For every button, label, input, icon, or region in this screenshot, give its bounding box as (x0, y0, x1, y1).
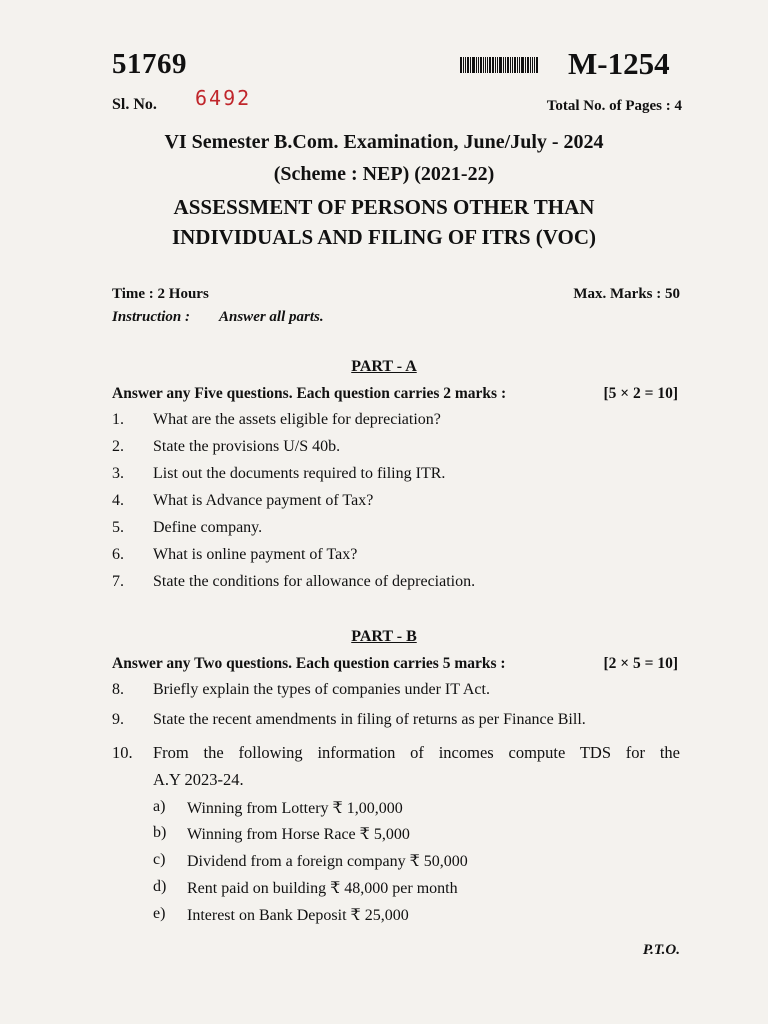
question-text: What is online payment of Tax? (153, 546, 358, 563)
barcode-bar (534, 57, 535, 73)
question-text-continued: A.Y 2023-24. (153, 770, 244, 789)
barcode-bar (512, 57, 513, 73)
subject-title-text1: ASSESSMENT OF PERSONS OTHER THAN (173, 195, 595, 219)
barcode-bar (480, 57, 482, 73)
barcode-bar (495, 57, 496, 73)
part-a-instruction: Answer any Five questions. Each question carries 2 marks : (112, 385, 507, 402)
exam-time: Time : 2 Hours (112, 286, 209, 302)
max-marks: Max. Marks : 50 (573, 286, 680, 302)
barcode-bar (505, 57, 506, 73)
part-b-heading (0, 628, 768, 646)
paper-code: 51769 (112, 48, 187, 80)
sub-item-label: d) (153, 878, 167, 895)
barcode-bar (507, 57, 509, 73)
barcode-bar (483, 57, 484, 73)
question-text: Briefly explain the types of companies under IT Act. (153, 681, 490, 698)
question-number: 4. (112, 492, 124, 509)
barcode-bar (525, 57, 526, 73)
sub-item-text: Winning from Lottery ₹ 1,00,000 (187, 800, 403, 817)
instruction-label: Instruction : (112, 309, 190, 325)
total-pages: Total No. of Pages : 4 (546, 98, 682, 114)
barcode-bar (463, 57, 464, 73)
serial-number-label: Sl. No. (112, 96, 157, 113)
barcode-bar (517, 57, 518, 73)
part-a-heading (0, 358, 768, 376)
page-turn-note: P.T.O. (642, 942, 680, 958)
serial-number-value: 6492 (195, 86, 252, 110)
barcode-bar (489, 57, 491, 73)
barcode-bar (499, 57, 502, 73)
scheme-line (0, 163, 768, 186)
question-text: State the conditions for allowance of depreciation. (153, 573, 476, 590)
part-b-marks: [2 × 5 = 10] (603, 655, 678, 672)
scheme-text: (Scheme : NEP) (2021-22) (273, 163, 495, 185)
sub-item-label: c) (153, 851, 166, 868)
barcode-bar (503, 57, 504, 73)
sub-item-text: Dividend from a foreign company ₹ 50,000 (187, 853, 468, 870)
question-text: What are the assets eligible for depreciation? (153, 411, 441, 428)
exam-title (0, 131, 768, 154)
question-text: State the provisions U/S 40b. (153, 438, 341, 455)
sub-item-text: Rent paid on building ₹ 48,000 per month (187, 880, 458, 897)
exam-title-text: VI Semester B.Com. Examination, June/July - 2024 (164, 131, 604, 153)
question-text: List out the documents required to filing ITR. (153, 465, 446, 482)
barcode-bar (497, 57, 498, 73)
part-a-heading-text: PART - A (351, 358, 417, 375)
question-number: 6. (112, 546, 124, 563)
question-number: 3. (112, 465, 124, 482)
barcode-bar (521, 57, 524, 73)
subject-code: M-1254 (568, 46, 670, 81)
barcode-bar (519, 57, 520, 73)
barcode (460, 57, 550, 73)
question-text: State the recent amendments in filing of returns as per Finance Bill. (153, 711, 586, 728)
barcode-bar (492, 57, 494, 73)
subject-title-text2: INDIVIDUALS AND FILING OF ITRS (VOC) (171, 225, 597, 249)
barcode-bar (478, 57, 479, 73)
part-b-heading-text: PART - B (351, 628, 417, 645)
sub-item-text: Interest on Bank Deposit ₹ 25,000 (187, 907, 409, 924)
sub-item-label: e) (153, 905, 166, 922)
barcode-bar (510, 57, 511, 73)
subject-title-line2 (0, 225, 768, 250)
question-number: 1. (112, 411, 124, 428)
barcode-bar (465, 57, 466, 73)
part-a-marks: [5 × 2 = 10] (603, 385, 678, 402)
sub-item-label: b) (153, 824, 167, 841)
barcode-bar (527, 57, 529, 73)
barcode-bar (460, 57, 462, 73)
instruction-text: Answer all parts. (219, 309, 324, 325)
barcode-bar (536, 57, 538, 73)
question-text: What is Advance payment of Tax? (153, 492, 374, 509)
sub-item-text: Winning from Horse Race ₹ 5,000 (187, 826, 410, 843)
barcode-bar (532, 57, 533, 73)
question-number: 2. (112, 438, 124, 455)
barcode-bar (487, 57, 488, 73)
question-number: 10. (112, 743, 133, 762)
barcode-bar (467, 57, 469, 73)
question-number: 8. (112, 681, 124, 698)
question-text: Define company. (153, 519, 263, 536)
question-text: From the following information of incomes compute TDS for the (153, 743, 680, 762)
barcode-bar (514, 57, 516, 73)
barcode-bar (530, 57, 531, 73)
question-number: 7. (112, 573, 124, 590)
part-b-instruction: Answer any Two questions. Each question carries 5 marks : (112, 655, 506, 672)
barcode-bar (485, 57, 486, 73)
subject-title-line1 (0, 195, 768, 220)
question-number: 5. (112, 519, 124, 536)
sub-item-label: a) (153, 798, 166, 815)
question-number: 9. (112, 711, 124, 728)
barcode-bar (470, 57, 471, 73)
barcode-bar (472, 57, 475, 73)
barcode-bar (476, 57, 477, 73)
